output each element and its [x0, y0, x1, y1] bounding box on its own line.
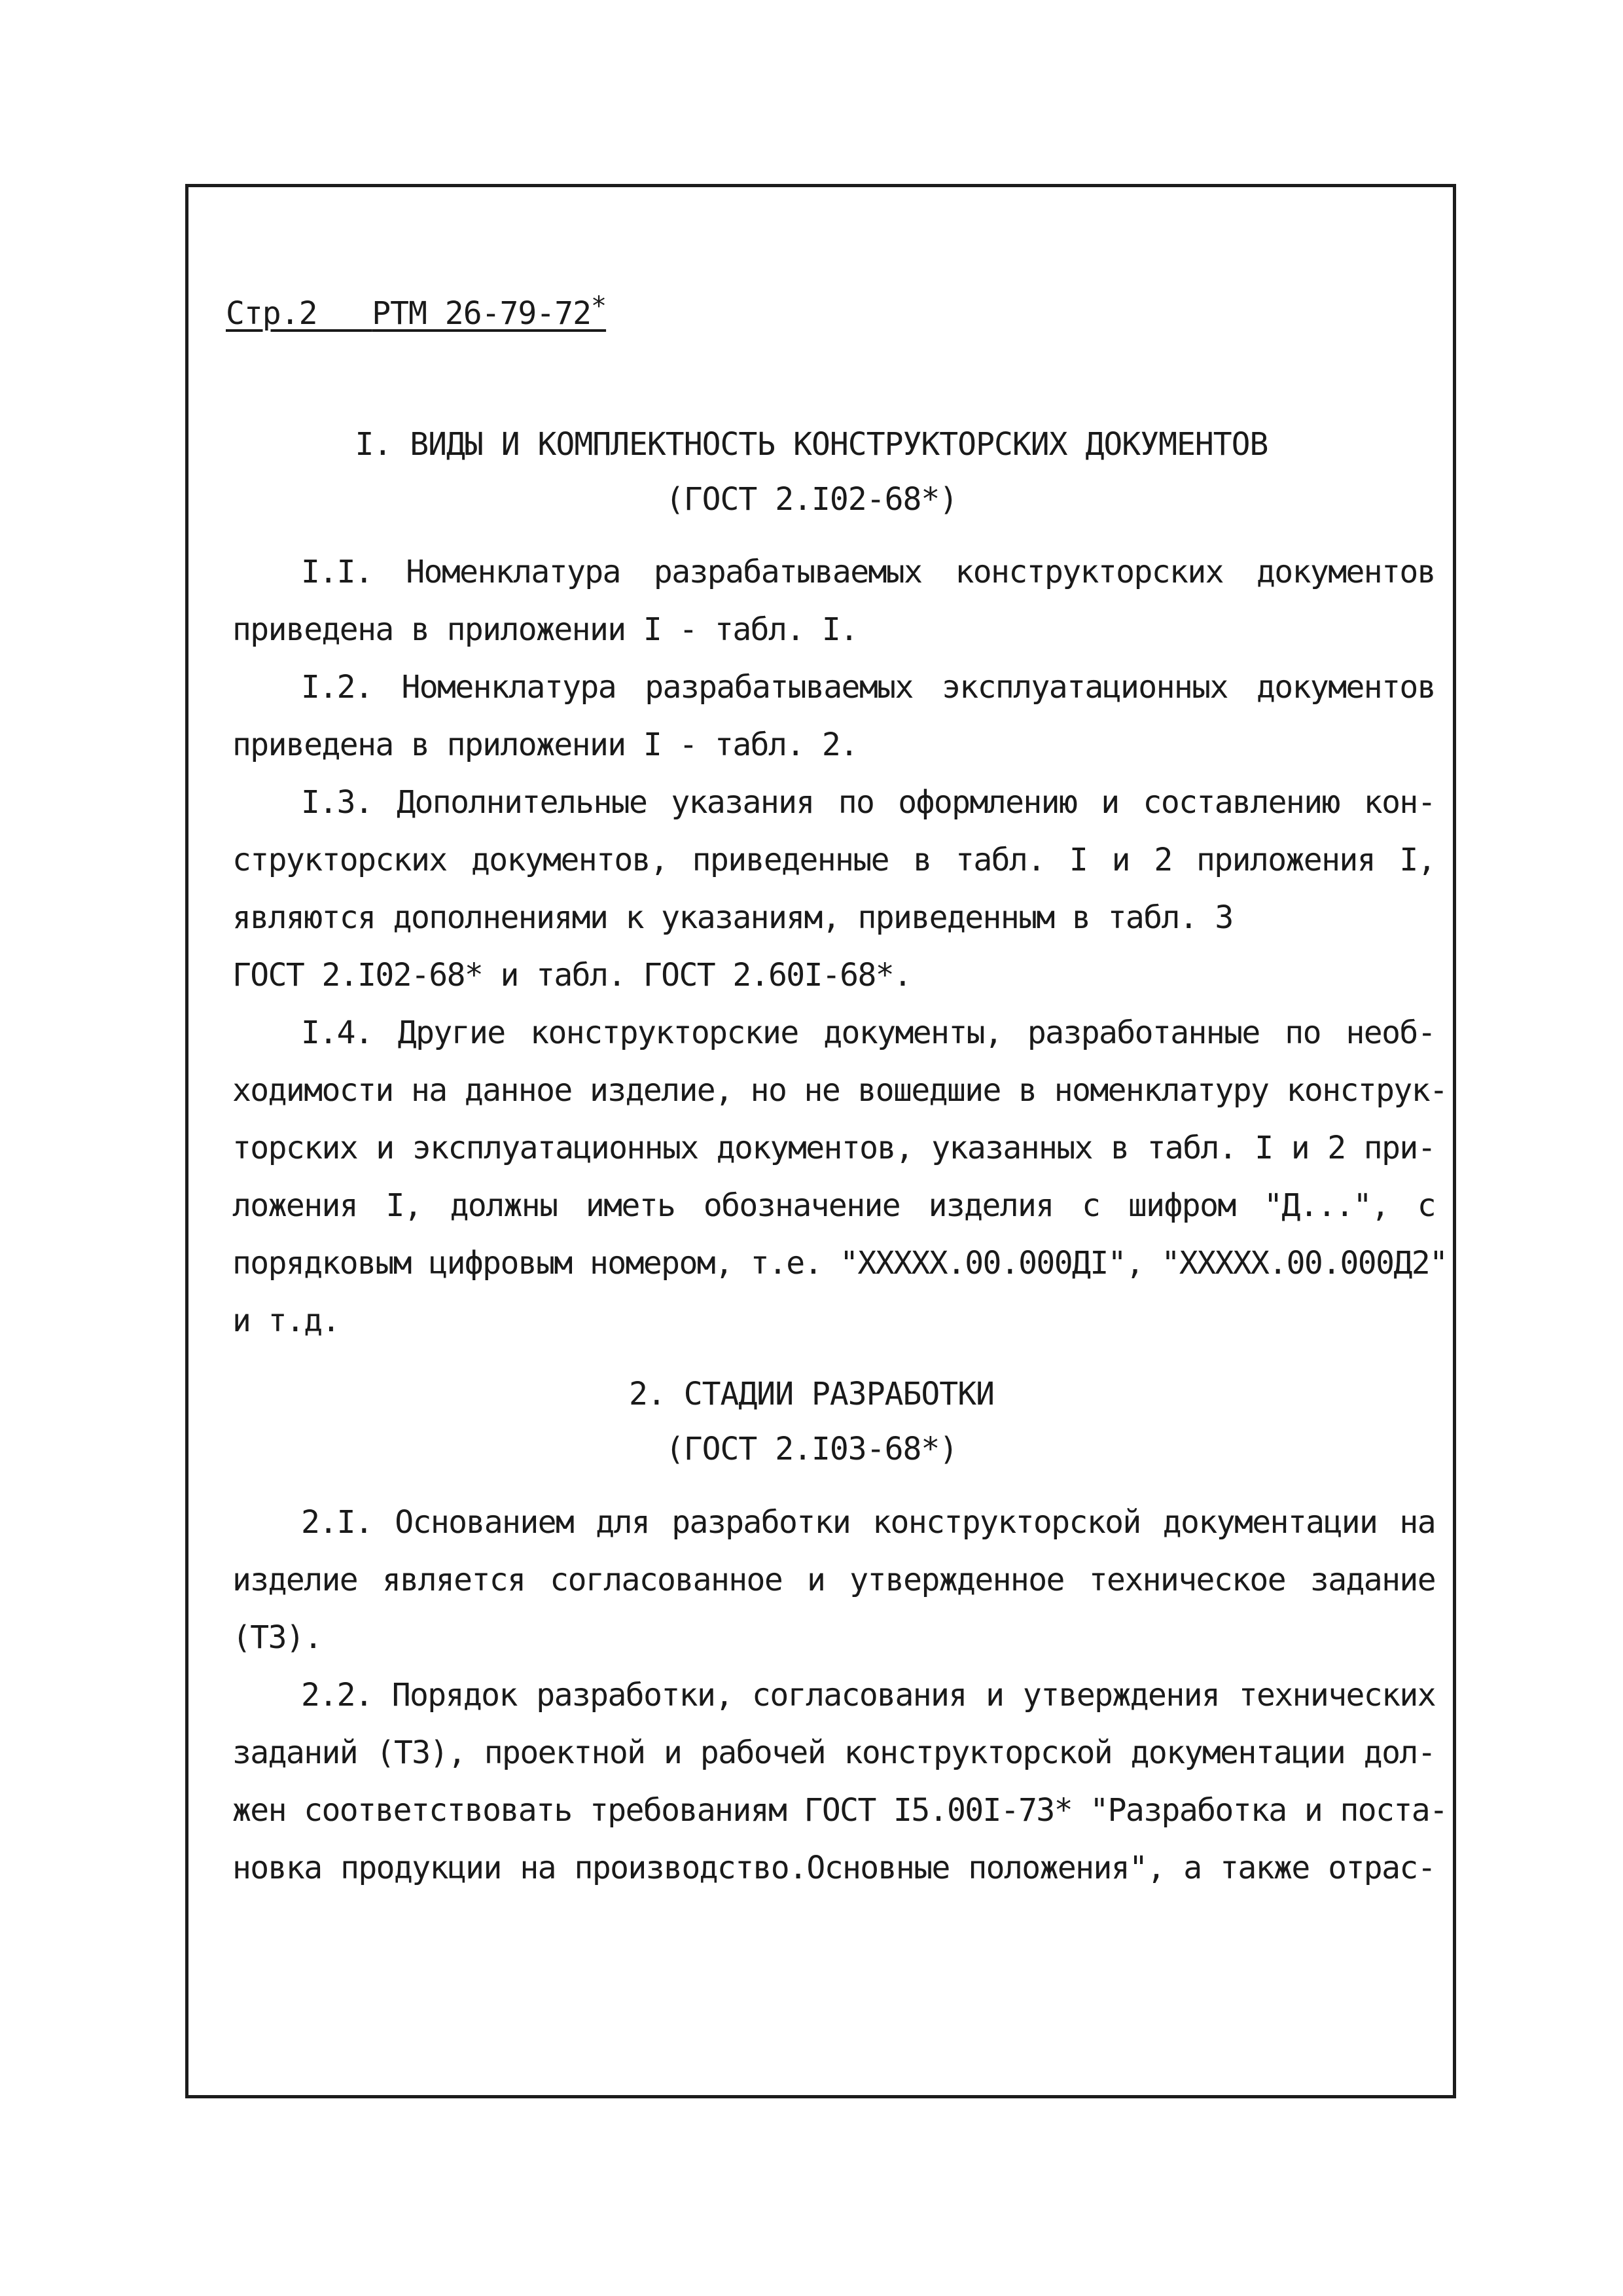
paragraph-line: I.4. Другие конструкторские документы, разработанные по необ- [301, 1014, 1435, 1051]
paragraph-1-3 [232, 774, 1435, 1004]
paragraph-line: ГОСТ 2.I02-68* и табл. ГОСТ 2.60I-68*. [232, 957, 912, 994]
paragraph-line: заданий (ТЗ), проектной и рабочей конструкторской документации дол- [232, 1734, 1435, 1771]
paragraph-line: ходимости на данное изделие, но не вошедшие в номенклатуру конструк- [232, 1072, 1448, 1109]
section-1-title: I. ВИДЫ И КОМПЛЕКТНОСТЬ КОНСТРУКТОРСКИХ ДОКУМЕНТОВ [355, 426, 1268, 463]
paragraph-line: являются дополнениями к указаниям, приведенным в табл. 3 [232, 899, 1233, 936]
section-2-standard: (ГОСТ 2.I03-68*) [665, 1431, 958, 1467]
paragraph-2-2 [232, 1666, 1448, 1897]
paragraph-2-1 [232, 1494, 1435, 1666]
paragraph-line: 2.2. Порядок разработки, согласования и утверждения технических [301, 1677, 1435, 1713]
section-2-title: 2. СТАДИИ РАЗРАБОТКИ [629, 1376, 994, 1412]
paragraph-1-1 [232, 543, 1435, 658]
paragraph-line: структорских документов, приведенные в табл. I и 2 приложения I, [232, 842, 1435, 878]
paragraph-line: (ТЗ). [232, 1619, 322, 1656]
paragraph-line: приведена в приложении I - табл. 2. [232, 726, 858, 763]
paragraph-1-2 [232, 658, 1435, 774]
paragraph-line: изделие является согласованное и утвержденное техническое задание [232, 1562, 1435, 1598]
paragraph-line: I.3. Дополнительные указания по оформлению и составлению кон- [301, 784, 1435, 821]
paragraph-line: и т.д. [232, 1302, 340, 1339]
section-1-standard: (ГОСТ 2.I02-68*) [665, 481, 958, 518]
paragraph-line: порядковым цифровым номером, т.е. "XXXXX.00.000ДI", "XXXXX.00.000Д2" [232, 1245, 1448, 1282]
paragraph-line: I.I. Номенклатура разрабатываемых конструкторских документов [301, 554, 1435, 590]
paragraph-line: торских и эксплуатационных документов, указанных в табл. I и 2 при- [232, 1130, 1435, 1166]
paragraph-line: 2.I. Основанием для разработки конструкторской документации на [301, 1504, 1435, 1541]
page-header [226, 287, 606, 333]
paragraph-1-4 [232, 1004, 1448, 1350]
paragraph-line: ложения I, должны иметь обозначение изделия с шифром "Д...", с [232, 1187, 1435, 1224]
paragraph-line: жен соответствовать требованиям ГОСТ I5.00I-73* "Разработка и поста- [232, 1792, 1448, 1829]
page-number: Стр.2 [226, 295, 317, 332]
document-code: РТМ 26-79-72 [372, 295, 591, 332]
revision-mark: * [590, 291, 607, 321]
paragraph-line: новка продукции на производство.Основные положения", а также отрас- [232, 1850, 1435, 1886]
paragraph-line: I.2. Номенклатура разрабатываемых эксплуатационных документов [301, 669, 1435, 706]
paragraph-line: приведена в приложении I - табл. I. [232, 611, 858, 648]
